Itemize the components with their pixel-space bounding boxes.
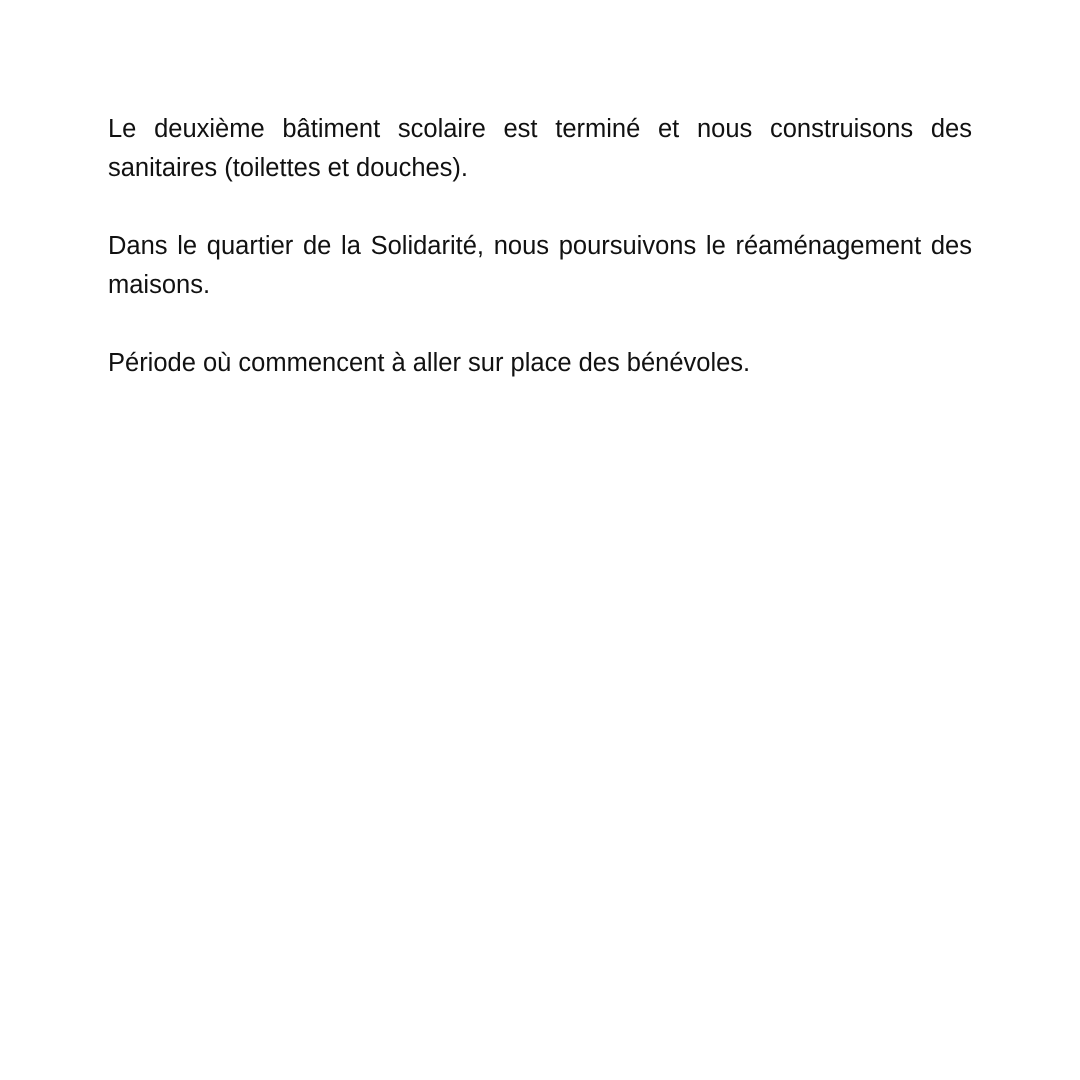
paragraph-solidarity-district: Dans le quartier de la Solidarité, nous poursuivons le réaménagement des maisons. [108,232,972,299]
paragraph-school-building: Le deuxième bâtiment scolaire est terminé et nous construisons des sanitaires (toilettes et douches). [108,115,972,182]
paragraph-volunteers: Période où commencent à aller sur place des bénévoles. [108,349,751,377]
